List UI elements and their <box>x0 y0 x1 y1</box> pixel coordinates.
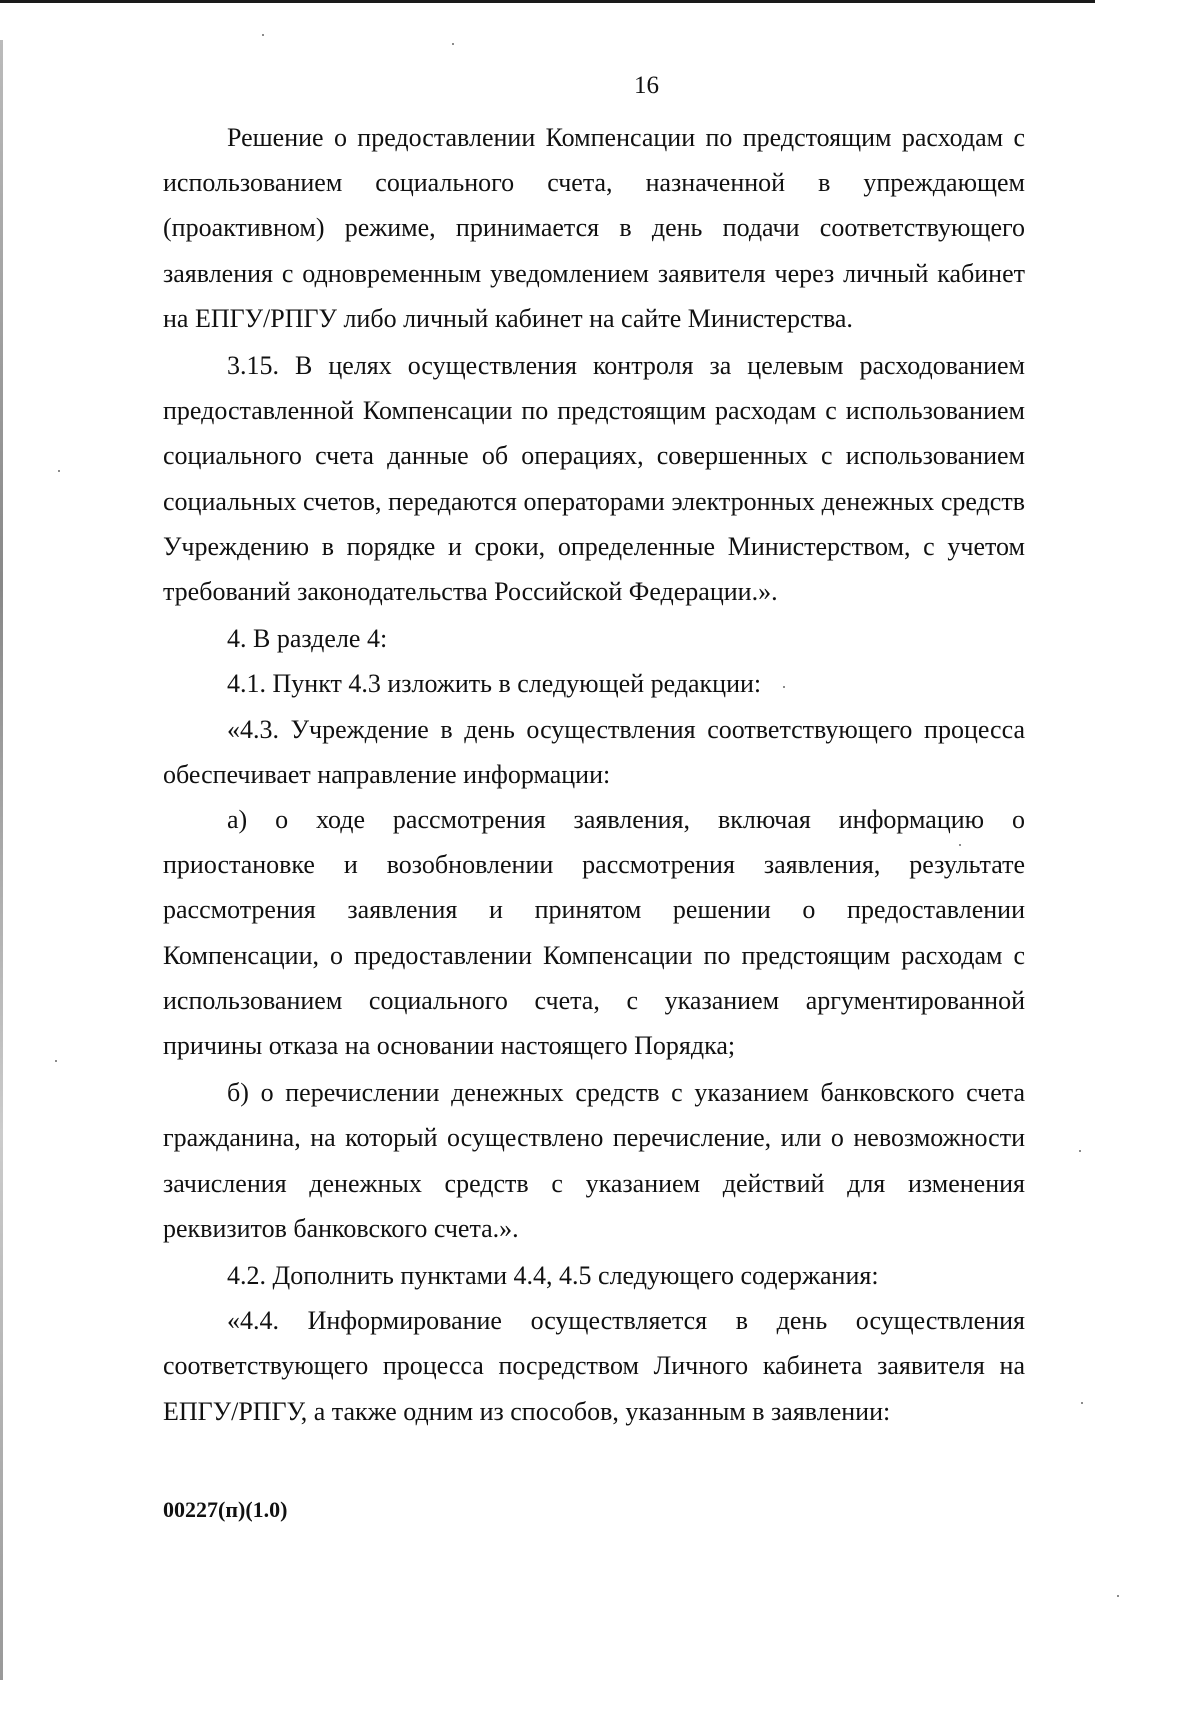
scan-speck <box>58 470 60 472</box>
paragraph-4-3: «4.3. Учреждение в день осуществления соответствующего процесса обеспечивает направление информации: <box>163 714 1025 789</box>
paragraph-item-a: а) о ходе рассмотрения заявления, включая информацию о приостановке и возобновлении рассмотрения заявления, результате рассмотрения заявления и принятом решении о предоставлении Компенсации, о предоставлении Компенсации по предстоящим расходам с использованием социального счета, с указанием аргументированной причины отказа на основании настоящего Порядка; <box>163 805 1025 1061</box>
scan-top-border <box>0 0 1095 3</box>
page-number: 16 <box>634 72 659 99</box>
paragraph-4-2: 4.2. Дополнить пунктами 4.4, 4.5 следующего содержания: <box>227 1261 879 1291</box>
paragraph-4-1: 4.1. Пункт 4.3 изложить в следующей редакции: <box>227 669 762 699</box>
scan-speck <box>1117 1595 1119 1597</box>
scan-speck <box>262 34 264 36</box>
paragraph-section-4: 4. В разделе 4: <box>227 624 388 654</box>
document-body <box>163 115 1025 1434</box>
scan-speck <box>55 1060 57 1062</box>
paragraph-3-15: 3.15. В целях осуществления контроля за целевым расходованием предоставленной Компенсации по предстоящим расходам с использованием социального счета данные об операциях, совершенных с использованием социальных счетов, передаются операторами электронных денежных средств Учреждению в порядке и сроки, определенные Министерством, с учетом требований законодательства Российской Федерации.». <box>163 351 1025 607</box>
scan-left-edge <box>0 40 3 1680</box>
scan-speck <box>452 43 454 45</box>
document-code: 00227(п)(1.0) <box>163 1497 288 1522</box>
paragraph-item-b: б) о перечислении денежных средств с указанием банковского счета гражданина, на который осуществлено перечисление, или о невозможности зачисления денежных средств с указанием действий для изменения реквизитов банковского счета.». <box>163 1078 1025 1243</box>
scan-speck <box>1079 1150 1081 1152</box>
paragraph-decision-proactive: Решение о предоставлении Компенсации по предстоящим расходам с использованием социального счета, назначенной в упреждающем (проактивном) режиме, принимается в день подачи соответствующего заявления с одновременным уведомлением заявителя через личный кабинет на ЕПГУ/РПГУ либо личный кабинет на сайте Министерства. <box>163 123 1025 333</box>
scan-speck <box>1081 1402 1083 1404</box>
paragraph-4-4: «4.4. Информирование осуществляется в день осуществления соответствующего процесса посредством Личного кабинета заявителя на ЕПГУ/РПГУ, а также одним из способов, указанным в заявлении: <box>163 1306 1025 1426</box>
